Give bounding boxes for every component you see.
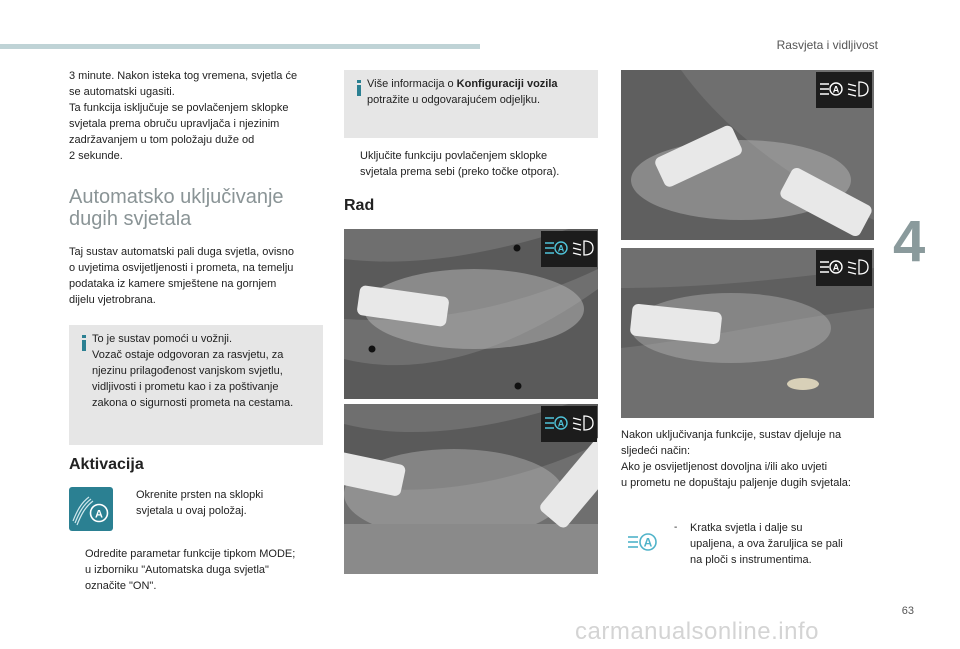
indicator-panel bbox=[816, 72, 872, 108]
illustration-curve-oncoming bbox=[621, 70, 874, 240]
indicator-panel bbox=[816, 250, 872, 286]
heading-line: Automatsko uključivanje bbox=[69, 186, 284, 208]
note-text: Više informacija o bbox=[367, 78, 457, 90]
note-line: njezinu prilagođenost vanjskom svjetlu, bbox=[92, 365, 283, 377]
description-paragraph bbox=[69, 244, 329, 308]
driving-aid-note bbox=[69, 325, 323, 445]
info-icon bbox=[352, 80, 366, 96]
watermark-text: carmanualsonline.info bbox=[575, 618, 819, 645]
bullet-marker bbox=[69, 546, 85, 562]
note-text: potražite u odgovarajućem odjeljku. bbox=[367, 94, 541, 106]
svg-text:A: A bbox=[557, 243, 565, 254]
svg-text:A: A bbox=[557, 418, 565, 429]
enable-instruction bbox=[344, 148, 598, 180]
dash-marker: - bbox=[674, 522, 678, 533]
bullet-marker bbox=[120, 487, 136, 503]
auto-high-beam-icon bbox=[627, 530, 659, 554]
header-rule bbox=[0, 44, 480, 49]
svg-text:A: A bbox=[95, 508, 103, 521]
indicator-panel bbox=[541, 406, 597, 442]
text-line: se automatski ugasiti. bbox=[69, 86, 175, 98]
activation-heading: Aktivacija bbox=[69, 456, 144, 473]
dash-line: Kratka svjetla i dalje su bbox=[690, 522, 803, 534]
text-line: podataka iz kamere smještene na gornjem bbox=[69, 278, 277, 290]
behavior-paragraph bbox=[621, 427, 881, 491]
text-line: Taj sustav automatski pali duga svjetla, ovisno bbox=[69, 246, 295, 258]
text-line: sljedeći način: bbox=[621, 445, 691, 457]
step-line: svjetala u ovaj položaj. bbox=[136, 505, 247, 517]
instruction-line: svjetala prema sebi (preko točke otpora). bbox=[360, 166, 560, 178]
indicator-panel bbox=[541, 231, 597, 267]
text-line: zadržavanjem u tom položaju duže od bbox=[69, 134, 255, 146]
chapter-tab: 4 bbox=[893, 209, 926, 274]
param-line: Odredite parametar funkcije tipkom MODE; bbox=[85, 548, 296, 560]
text-line: 3 minute. Nakon isteka tog vremena, svjetla će bbox=[69, 70, 298, 82]
text-line: o uvjetima osvijetljenosti i prometa, na temelju bbox=[69, 262, 294, 274]
low-beam-icon bbox=[846, 250, 872, 286]
svg-text:A: A bbox=[832, 262, 840, 273]
dash-line: na ploči s instrumentima. bbox=[690, 554, 812, 566]
note-line: zakona o sigurnosti prometa na cestama. bbox=[92, 397, 294, 409]
operation-heading: Rad bbox=[344, 197, 375, 214]
dash-item bbox=[674, 520, 874, 568]
param-line: označite "ON". bbox=[85, 580, 157, 592]
dash-line: upaljena, a ova žaruljica se pali bbox=[690, 538, 843, 550]
bullet-marker bbox=[344, 148, 360, 164]
illustration-oncoming-vehicle bbox=[344, 404, 598, 574]
mode-instruction bbox=[69, 546, 329, 594]
low-beam-icon bbox=[571, 406, 597, 442]
note-line: Vozač ostaje odgovoran za rasvjetu, za bbox=[92, 349, 284, 361]
text-line: Nakon uključivanja funkcije, sustav djeluje na bbox=[621, 429, 842, 441]
note-line: vidljivosti i prometu kao i za poštivanje bbox=[92, 381, 279, 393]
illustration-low-beam-city bbox=[621, 248, 874, 418]
low-beam-icon bbox=[846, 72, 872, 108]
instruction-line: Uključite funkciju povlačenjem sklopke bbox=[360, 150, 548, 162]
section-title: Rasvjeta i vidljivost bbox=[776, 38, 878, 52]
text-line: u prometu ne dopuštaju paljenje dugih svjetala: bbox=[621, 477, 851, 489]
text-line: Ta funkcija isključuje se povlačenjem sklopke bbox=[69, 102, 289, 114]
info-icon bbox=[77, 335, 91, 351]
illustration-high-beam-on bbox=[344, 229, 598, 399]
text-line: Ako je osvijetljenost dovoljna i/ili ako uvjeti bbox=[621, 461, 828, 473]
config-link-text: Konfiguraciji vozila bbox=[456, 78, 558, 90]
step-line: Okrenite prsten na sklopki bbox=[136, 489, 264, 501]
note-line: To je sustav pomoći u vožnji. bbox=[92, 333, 233, 345]
page-number: 63 bbox=[901, 605, 914, 617]
intro-paragraph bbox=[69, 68, 329, 164]
param-line: u izborniku "Automatska duga svjetla" bbox=[85, 564, 269, 576]
heading-line: dugih svjetala bbox=[69, 208, 192, 230]
text-line: 2 sekunde. bbox=[69, 150, 123, 162]
section-heading bbox=[69, 186, 329, 230]
svg-text:A: A bbox=[832, 84, 840, 95]
config-note bbox=[344, 70, 598, 138]
svg-text:A: A bbox=[643, 535, 653, 550]
activation-step bbox=[120, 487, 320, 519]
text-line: dijelu vjetrobrana. bbox=[69, 294, 156, 306]
low-beam-icon bbox=[571, 231, 597, 267]
light-switch-icon bbox=[69, 487, 113, 531]
text-line: svjetala prema obruču upravljača i njezinim bbox=[69, 118, 280, 130]
